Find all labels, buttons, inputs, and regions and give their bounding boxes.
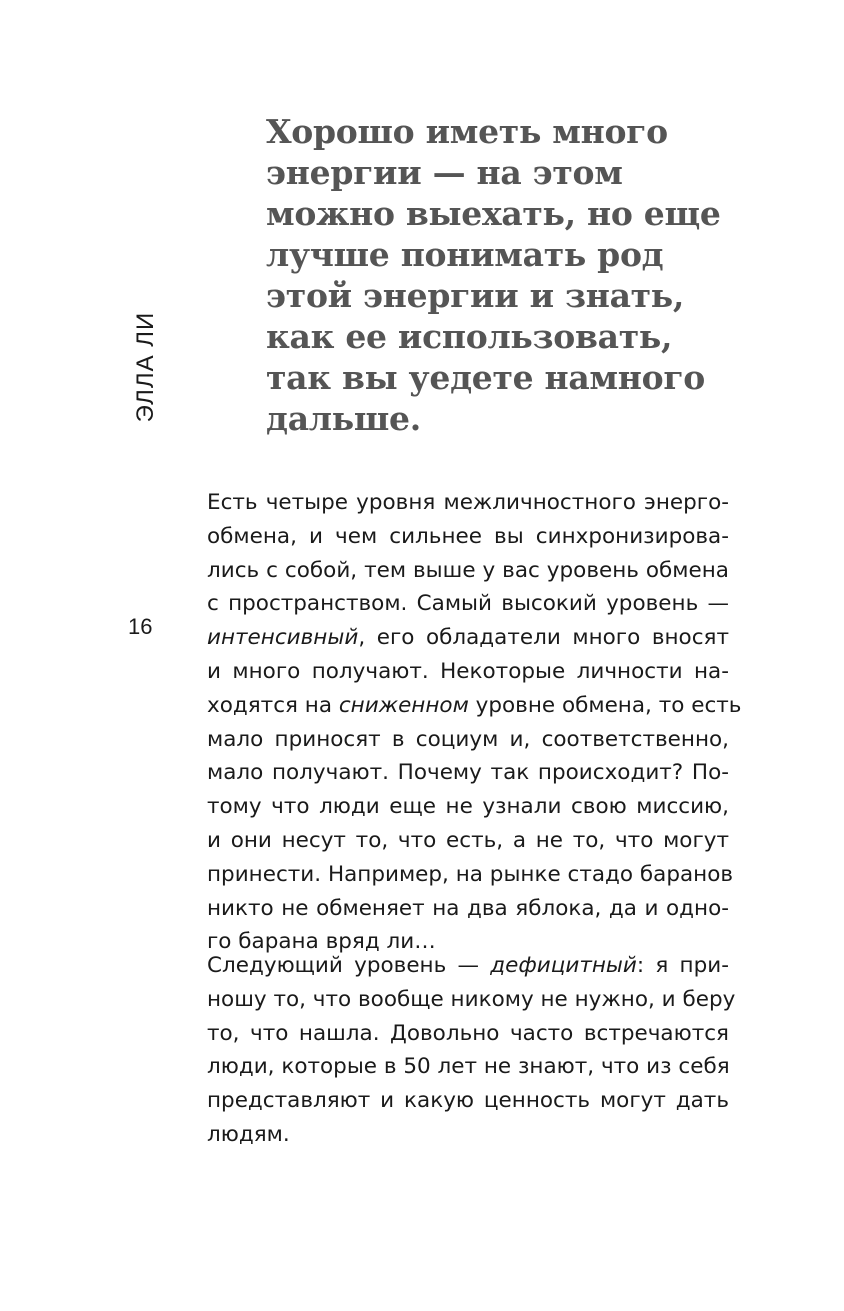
text-line: тому что люди еще не узнали свою миссию, (207, 794, 729, 820)
text-line: с пространством. Самый высокий уровень — (207, 591, 729, 617)
text-line: ношу то, что вообще никому не нужно, и беру (207, 986, 736, 1012)
text-line: и много получают. Некоторые личности на- (207, 658, 729, 684)
quote-line: энергии — на этом (266, 153, 623, 192)
text-line: мало получают. Почему так происходит? По- (207, 760, 729, 786)
body-paragraph-1 (207, 486, 742, 959)
quote-line: так вы уедете намного (266, 358, 705, 397)
quote-line: Хорошо иметь много (266, 112, 668, 151)
text-line: го барана вряд ли… (207, 929, 436, 955)
text-line: людям. (207, 1121, 290, 1147)
quote-line: дальше. (266, 399, 421, 438)
text-fragment: уровне обмена, то есть (468, 692, 742, 718)
text-fragment: Следующий уровень — (207, 953, 491, 978)
text-line: принести. Например, на рынке стадо баранов (207, 861, 734, 887)
text-line: Есть четыре уровня межличностного энерго- (207, 490, 729, 515)
text-fragment: : я при- (636, 953, 729, 978)
text-line: то, что нашла. Довольно часто встречаются (207, 1020, 729, 1046)
text-line: люди, которые в 50 лет не знают, что из себя (207, 1054, 730, 1080)
quote-line: этой энергии и знать, (266, 276, 685, 315)
running-head-author: ЭЛЛА ЛИ (132, 311, 159, 423)
text-fragment: , его обладатели много вносят (358, 625, 729, 651)
text-line: лись с собой, тем выше у вас уровень обмена (207, 557, 729, 583)
quote-line: как ее использовать, (266, 317, 673, 356)
text-line (207, 621, 729, 655)
text-fragment: ходятся на (207, 692, 339, 718)
emphasis-term: сниженном (338, 692, 469, 718)
body-paragraph-2 (207, 949, 736, 1152)
text-line: никто не обменяет на два яблока, да и одно- (207, 895, 729, 921)
page-number: 16 (128, 614, 153, 639)
text-line: представляют и какую ценность могут дать (207, 1088, 729, 1114)
running-head (126, 292, 166, 442)
text-line (207, 949, 729, 983)
text-line: мало приносят в социум и, соответственно, (207, 726, 729, 752)
emphasis-term: интенсивный (207, 625, 359, 651)
emphasis-term: дефицитный (490, 953, 637, 978)
text-line: и они несут то, что есть, а не то, что могут (207, 827, 729, 853)
text-line: обмена, и чем сильнее вы синхронизирова- (207, 523, 729, 549)
text-line (207, 689, 742, 723)
pull-quote (266, 111, 736, 439)
quote-line: можно выехать, но еще (266, 194, 721, 233)
quote-line: лучше понимать род (266, 235, 664, 274)
